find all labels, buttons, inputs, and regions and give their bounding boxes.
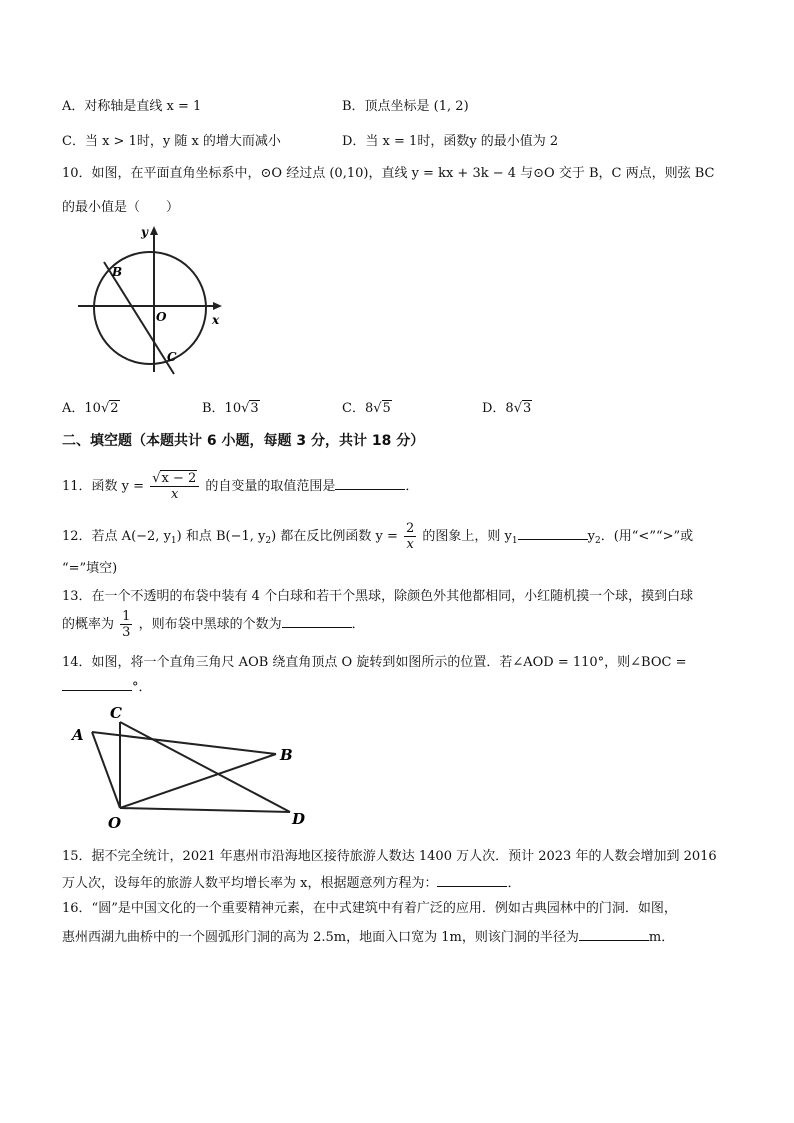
- q10-option-b: B．10√3: [202, 401, 259, 416]
- q10-option-a: A．10√2: [62, 401, 119, 416]
- q12-line2: “=”填空): [62, 561, 118, 576]
- q14-label-c: C: [110, 704, 122, 722]
- q10-line2: 的最小值是（ ）: [62, 200, 180, 215]
- q10-label-x: x: [212, 313, 220, 327]
- q10-label-y: y: [141, 225, 148, 239]
- q16-line2: 惠州西湖九曲桥中的一个圆弧形门洞的高为 2.5m，地面入口宽为 1m，则该门洞的半径为 m．: [62, 926, 674, 947]
- q10-option-d: D．8√3: [482, 401, 532, 416]
- q10-circle: [94, 252, 206, 364]
- q10-label-c: C: [167, 350, 177, 364]
- q11: 11．函数 y = $\frac{√x - 2}{x}$ 的自变量的取值范围是 ．: [62, 471, 419, 502]
- q9-option-a: A．对称轴是直线 x = 1: [62, 99, 202, 114]
- q14-label-a: A: [72, 726, 84, 744]
- q12-answer-blank[interactable]: [518, 525, 588, 540]
- q10-x-arrow: [213, 302, 222, 310]
- q10-label-o: O: [156, 310, 167, 324]
- q13-line2: 的概率为 $\frac{1}{3}$ ，则布袋中黑球的个数为 ．: [62, 609, 365, 640]
- q12: 12．若点 A(−2, $y_1$) 和点 B(−1, $y_2$) 都在反比例函数 y = $\frac{2}{x}$ 的图象上，则 $y_1$ $y_2$．(用“<”“>”或: [62, 521, 694, 552]
- q15-answer-blank[interactable]: [437, 872, 507, 887]
- q14-segment-ob: [120, 754, 276, 808]
- q13-line1: 13．在一个不透明的布袋中装有 4 个白球和若干个黑球，除颜色外其他都相同，小红随机摸一个球，摸到白球: [62, 589, 694, 604]
- q14-segment-oa: [92, 732, 120, 808]
- q10-line1: 10．如图，在平面直角坐标系中，⊙O 经过点 (0,10)，直线 y = kx + 3k − 4 与⊙O 交于 B，C 两点，则弦 BC: [62, 166, 715, 181]
- q16-line1: 16．“圆”是中国文化的一个重要精神元素，在中式建筑中有着广泛的应用．例如古典园林中的门洞．如图，: [62, 901, 677, 916]
- q11-fraction: $\frac{√x - 2}{x}$: [150, 471, 199, 502]
- q12-fraction: $\frac{2}{x}$: [405, 521, 415, 552]
- q9-option-c: C．当 x > 1时，y 随 x 的增大而减小: [62, 134, 281, 149]
- q14-label-b: B: [280, 746, 293, 764]
- q14-label-o: O: [108, 814, 122, 832]
- q13-fraction: $\frac{1}{3}$: [122, 609, 131, 640]
- q14-segment-od: [120, 808, 290, 812]
- q14-answer-blank[interactable]: [62, 676, 132, 691]
- q15-line2: 万人次，设每年的旅游人数平均增长率为 x，根据题意列方程为： ．: [62, 872, 520, 893]
- q15-line1: 15．据不完全统计，2021 年惠州市沿海地区接待旅游人数达 1400 万人次．预计 2023 年的人数会增加到 2016: [62, 849, 717, 864]
- q14-line2: °．: [62, 676, 152, 697]
- q11-answer-blank[interactable]: [335, 475, 405, 490]
- q14-figure: [68, 704, 318, 834]
- q14-label-d: D: [292, 810, 306, 828]
- q10-figure: [70, 220, 230, 380]
- q14-line1: 14．如图，将一个直角三角尺 AOB 绕直角顶点 O 旋转到如图所示的位置．若∠AOD = 110°，则∠BOC =: [62, 655, 687, 670]
- section2-title: 二、填空题（本题共计 6 小题，每题 3 分，共计 18 分）: [62, 433, 425, 449]
- q10-label-b: B: [112, 265, 123, 279]
- q16-answer-blank[interactable]: [579, 926, 649, 941]
- q9-option-d: D．当 x = 1时，函数y 的最小值为 2: [342, 134, 559, 149]
- q9-option-b: B．顶点坐标是 (1, 2): [342, 99, 469, 114]
- q10-option-c: C．8√5: [342, 401, 391, 416]
- q10-y-arrow: [150, 226, 158, 235]
- q13-answer-blank[interactable]: [282, 613, 352, 628]
